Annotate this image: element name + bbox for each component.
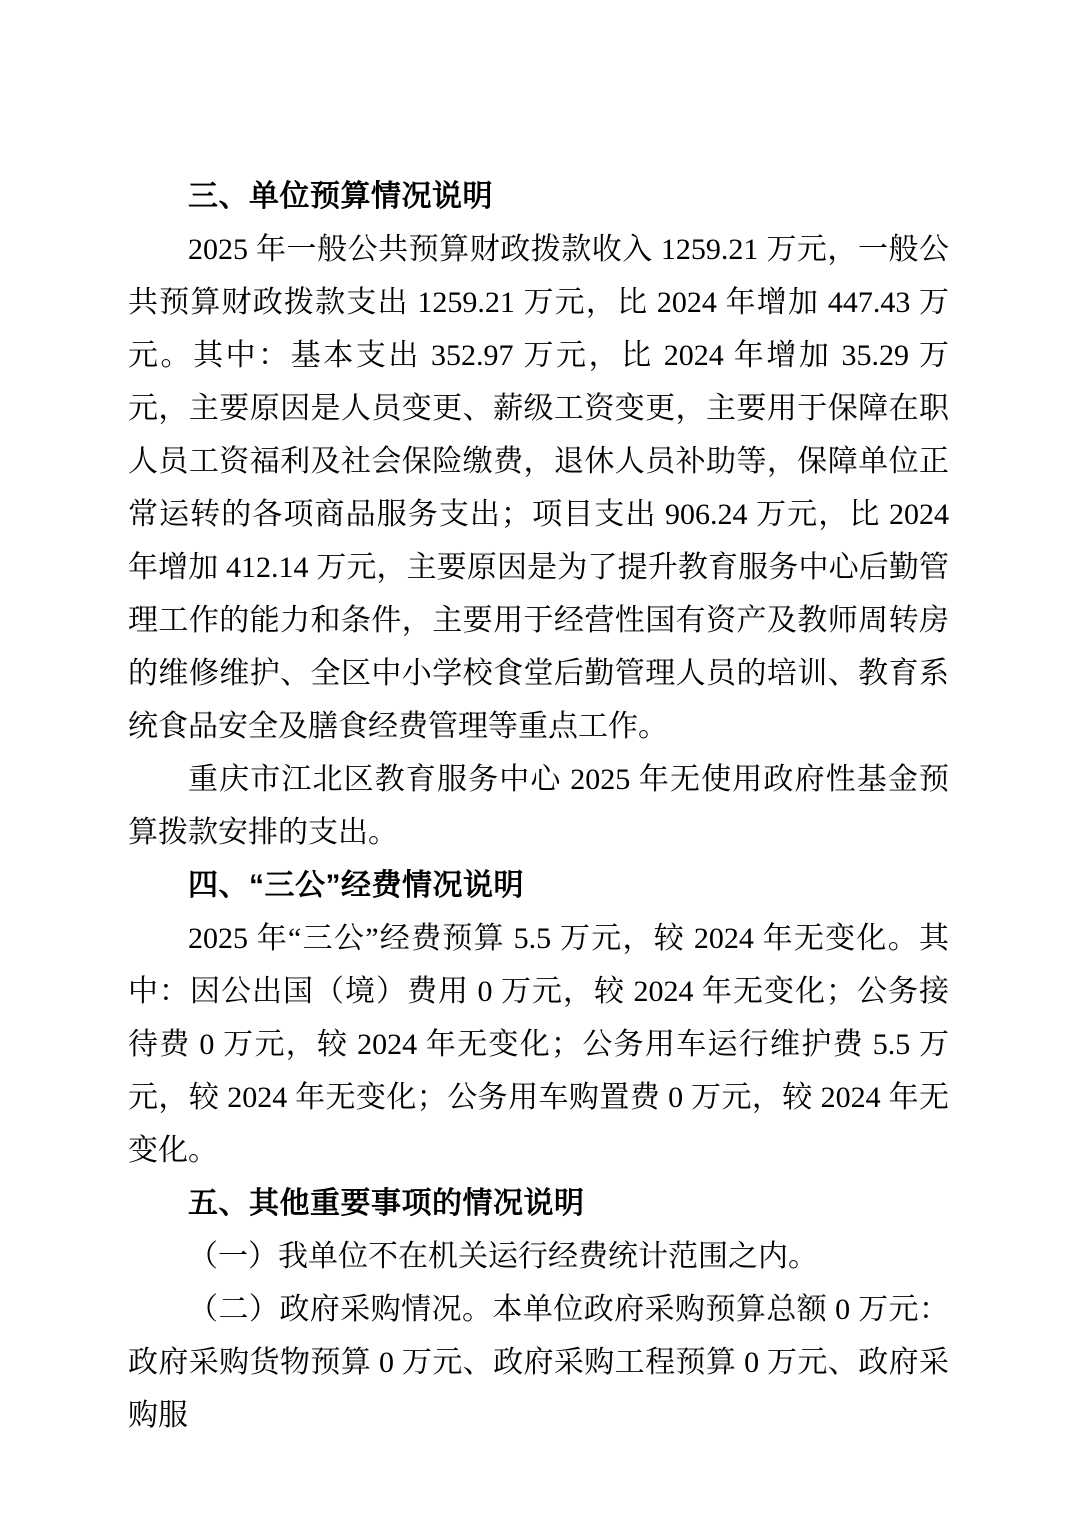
section-3-paragraph-budget-overview: 2025 年一般公共预算财政拨款收入 1259.21 万元，一般公共预算财政拨款支出 1259.21 万元，比 2024 年增加 447.43 万元。其中：基本支出 352.97 万元，比 2024 年增加 35.29 万元，主要原因是人员变更、薪级工资变更，主要用于保障在职人员工资福利及社会保险缴费，退休人员补助等，保障单位正常运转的各项商品服务支出；项目支出 906.24 万元，比 2024 年增加 412.14 万元，主要原因是为了提升教育服务中心后勤管理工作的能力和条件，主要用于经营性国有资产及教师周转房的维修维护、全区中小学校食堂后勤管理人员的培训、教育系统食品安全及膳食经费管理等重点工作。 (128, 233, 949, 743)
section-5-paragraph-item-1: （一）我单位不在机关运行经费统计范围之内。 (188, 1240, 818, 1273)
section-4-paragraph-sangong-expenses: 2025 年“三公”经费预算 5.5 万元，较 2024 年无变化。其中：因公出国（境）费用 0 万元，较 2024 年无变化；公务接待费 0 万元，较 2024 年无变化；公务用车运行维护费 5.5 万元，较 2024 年无变化；公务用车购置费 0 万元，较 2024 年无变化。 (128, 922, 949, 1167)
section-3-paragraph-government-fund: 重庆市江北区教育服务中心 2025 年无使用政府性基金预算拨款安排的支出。 (128, 763, 949, 849)
section-4-heading: 四、“三公”经费情况说明 (188, 869, 524, 902)
section-5-heading: 五、其他重要事项的情况说明 (188, 1187, 585, 1220)
document-content (128, 170, 949, 1442)
section-3-heading: 三、单位预算情况说明 (188, 180, 493, 213)
section-5-paragraph-item-2-truncated: （二）政府采购情况。本单位政府采购预算总额 0 万元：政府采购货物预算 0 万元、政府采购工程预算 0 万元、政府采购服 (128, 1293, 949, 1432)
